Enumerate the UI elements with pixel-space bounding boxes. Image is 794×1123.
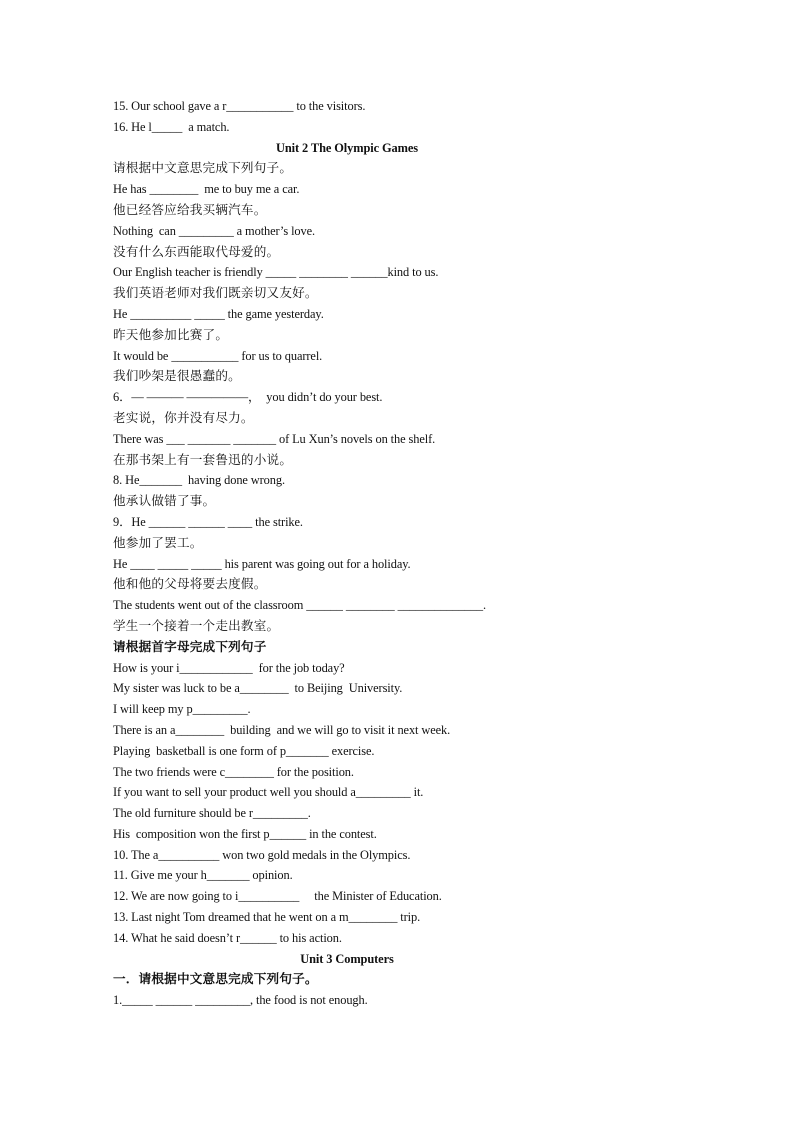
exercise-sentence: He has ________ me to buy me a car. xyxy=(113,182,300,197)
exercise-sentence: Our English teacher is friendly _____ ________ ______kind to us. xyxy=(113,265,439,280)
exercise-sentence: If you want to sell your product well you should a_________ it. xyxy=(113,785,424,800)
chinese-line: 他参加了罢工。 xyxy=(113,534,203,550)
chinese-line: 我们吵架是很愚蠢的。 xyxy=(113,368,241,384)
exercise-sentence: Playing basketball is one form of p_______ exercise. xyxy=(113,743,375,758)
exercise-sentence: It would be ___________ for us to quarrel. xyxy=(113,348,323,363)
chinese-line: 我们英语老师对我们既亲切又友好。 xyxy=(113,285,318,301)
exercise-sentence: 8. He_______ having done wrong. xyxy=(113,473,285,488)
exercise-sentence: I will keep my p_________. xyxy=(113,702,251,717)
exercise-sentence: The old furniture should be r_________. xyxy=(113,806,311,821)
instruction-heading: 请根据首字母完成下列句子 xyxy=(113,638,267,654)
chinese-line: 昨天他参加比赛了。 xyxy=(113,326,229,342)
exercise-sentence: His composition won the first p______ in the contest. xyxy=(113,826,377,841)
exercise-sentence: 13. Last night Tom dreamed that he went on a m________ trip. xyxy=(113,910,421,925)
exercise-sentence: 6．— ——— —————， you didn’t do your best. xyxy=(113,390,383,405)
exercise-sentence: He ____ _____ _____ his parent was going out for a holiday. xyxy=(113,556,411,571)
chinese-line: 在那书架上有一套鲁迅的小说。 xyxy=(113,451,293,467)
chinese-line: 老实说，你并没有尽力。 xyxy=(113,409,254,425)
exercise-sentence: How is your i____________ for the job today? xyxy=(113,660,345,675)
exercise-content xyxy=(113,96,533,1011)
exercise-sentence: There is an a________ building and we will go to visit it next week. xyxy=(113,722,451,737)
exercise-sentence: 15. Our school gave a r___________ to the visitors. xyxy=(113,99,366,113)
exercise-sentence: 10. The a__________ won two gold medals in the Olympics. xyxy=(113,847,411,862)
exercise-sentence: 1._____ ______ _________, the food is not enough. xyxy=(113,993,368,1008)
exercise-sentence: My sister was luck to be a________ to Beijing University. xyxy=(113,681,403,696)
exercise-sentence: 16. He l_____ a match. xyxy=(113,119,230,134)
exercise-sentence: 14. What he said doesn’t r______ to his action. xyxy=(113,930,342,945)
exercise-sentence: Nothing can _________ a mother’s love. xyxy=(113,223,316,238)
chinese-line: 学生一个接着一个走出教室。 xyxy=(113,617,280,633)
exercise-sentence: 11. Give me your h_______ opinion. xyxy=(113,868,293,883)
chinese-line: 他承认做错了事。 xyxy=(113,493,216,509)
unit-heading: Unit 2 The Olympic Games xyxy=(276,140,418,155)
chinese-line: 他已经答应给我买辆汽车。 xyxy=(113,201,267,217)
chinese-line: 他和他的父母将要去度假。 xyxy=(113,576,267,592)
instruction-heading: 一．请根据中文意思完成下列句子。 xyxy=(113,971,318,987)
exercise-sentence: He __________ _____ the game yesterday. xyxy=(113,306,324,321)
exercise-sentence: The two friends were c________ for the position. xyxy=(113,764,354,779)
chinese-line: 请根据中文意思完成下列句子。 xyxy=(113,160,293,176)
exercise-sentence: There was ___ _______ _______ of Lu Xun’s novels on the shelf. xyxy=(113,431,436,446)
unit-heading: Unit 3 Computers xyxy=(300,951,394,966)
exercise-sentence: The students went out of the classroom ______ ________ ______________. xyxy=(113,598,486,613)
chinese-line: 没有什么东西能取代母爱的。 xyxy=(113,243,280,259)
exercise-sentence: 12. We are now going to i__________ the Minister of Education. xyxy=(113,889,442,904)
exercise-sentence: 9．He ______ ______ ____ the strike. xyxy=(113,514,303,529)
